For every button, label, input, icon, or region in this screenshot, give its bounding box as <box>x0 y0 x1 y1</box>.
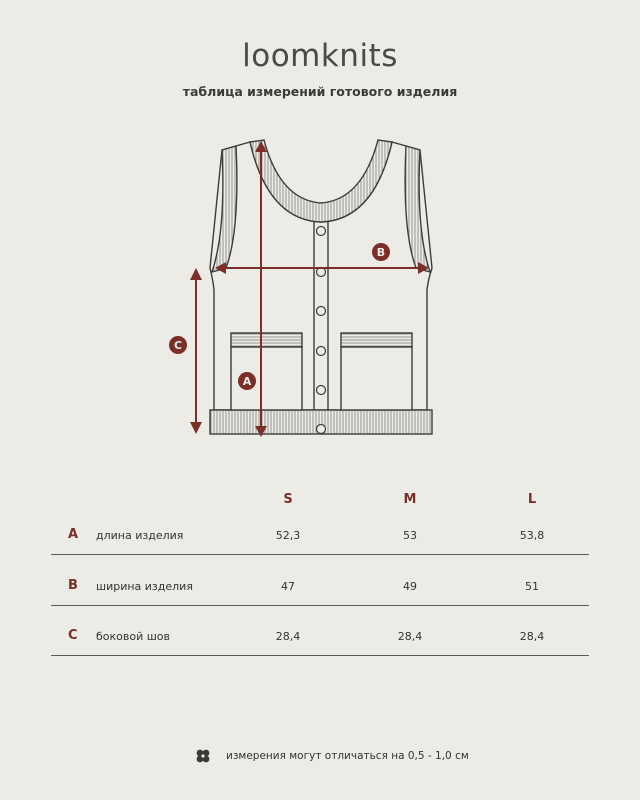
marker-c-label: C <box>173 339 183 352</box>
button-icon <box>317 347 326 356</box>
value-cell: 28,4 <box>519 630 545 643</box>
marker-a-label: A <box>242 375 252 388</box>
button-icon <box>317 425 326 434</box>
size-header-l: L <box>527 492 537 507</box>
row-letter: C <box>68 628 78 643</box>
row-divider <box>51 554 589 555</box>
value-cell: 52,3 <box>275 529 301 542</box>
brand-logo: loomknits <box>242 38 398 74</box>
value-cell: 53 <box>403 529 417 542</box>
measurement-tolerance-note: измерения могут отличаться на 0,5 - 1,0 см <box>226 750 469 762</box>
row-letter: A <box>68 527 79 542</box>
size-header-m: M <box>403 492 417 507</box>
value-cell: 49 <box>403 580 417 593</box>
page-subtitle: таблица измерений готового изделия <box>182 84 458 99</box>
measure-c-arrow <box>190 268 202 434</box>
button-icon <box>317 386 326 395</box>
row-divider <box>51 655 589 656</box>
value-cell: 28,4 <box>275 630 301 643</box>
row-letter: B <box>68 578 78 593</box>
size-header-s: S <box>283 492 293 507</box>
row-divider <box>51 605 589 606</box>
four-petal-flower-icon <box>195 748 211 764</box>
value-cell: 28,4 <box>397 630 423 643</box>
row-label: длина изделия <box>96 529 184 542</box>
marker-b-label: B <box>376 246 386 259</box>
button-icon <box>317 307 326 316</box>
value-cell: 53,8 <box>519 529 545 542</box>
row-label: боковой шов <box>96 630 171 643</box>
button-icon <box>317 227 326 236</box>
value-cell: 47 <box>281 580 295 593</box>
row-label: ширина изделия <box>96 580 193 593</box>
value-cell: 51 <box>525 580 539 593</box>
